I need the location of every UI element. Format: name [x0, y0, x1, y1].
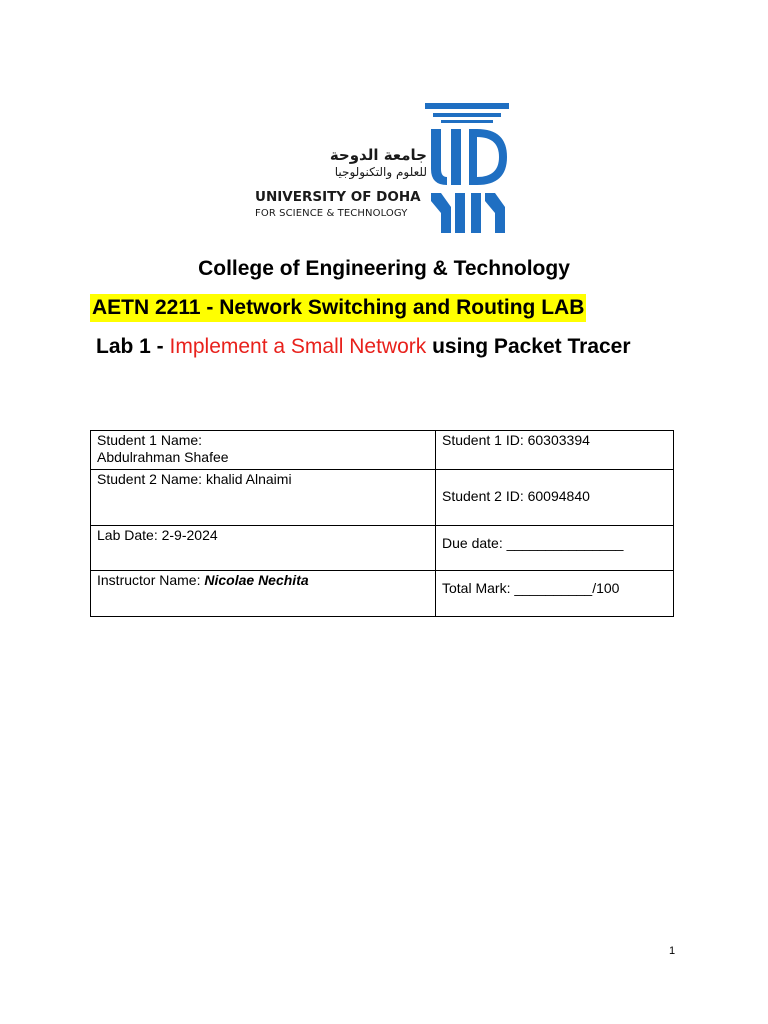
- student1-name-cell: [91, 431, 436, 470]
- instructor-label: Instructor Name:: [97, 572, 205, 588]
- lab-title-highlight: Implement a Small Network: [169, 335, 427, 358]
- lab-date-text: Lab Date: 2-9-2024: [97, 527, 218, 543]
- student2-id-cell: [436, 470, 674, 526]
- student2-id-text: Student 2 ID: 60094840: [442, 488, 590, 504]
- student1-id-cell: [436, 431, 674, 470]
- total-mark-cell: [436, 571, 674, 617]
- udst-emblem-icon: [425, 103, 511, 233]
- instructor-name: Nicolae Nechita: [204, 572, 309, 588]
- logo-arabic-subtitle: للعلوم والتكنولوجيا: [334, 165, 427, 179]
- college-title: College of Engineering & Technology: [198, 257, 570, 280]
- lab-title-prefix: Lab 1 -: [96, 335, 170, 358]
- student2-name-text: Student 2 Name: khalid Alnaimi: [97, 471, 292, 487]
- student-info-table: [90, 430, 674, 617]
- table-row: [91, 571, 674, 617]
- instructor-cell: [91, 571, 436, 617]
- total-mark-text: Total Mark: __________/100: [442, 580, 620, 596]
- lab-title-suffix: using Packet Tracer: [426, 335, 631, 358]
- lab-date-cell: [91, 526, 436, 571]
- logo-arabic-name: جامعة الدوحة: [329, 146, 427, 164]
- student1-name-value: Abdulrahman Shafee: [97, 449, 229, 465]
- table-row: [91, 526, 674, 571]
- student1-name-label: Student 1 Name:: [97, 432, 203, 448]
- lab-title: [96, 333, 631, 361]
- logo-text-block: [255, 146, 427, 221]
- course-title: AETN 2211 - Network Switching and Routing LAB: [90, 294, 586, 322]
- student2-name-cell: [91, 470, 436, 526]
- page-number: 1: [669, 945, 676, 957]
- university-logo: [255, 100, 515, 235]
- student1-id-text: Student 1 ID: 60303394: [442, 432, 590, 448]
- logo-university-name: UNIVERSITY OF DOHA: [255, 189, 421, 205]
- due-date-cell: [436, 526, 674, 571]
- due-date-text: Due date: _______________: [442, 535, 624, 551]
- table-row: [91, 470, 674, 526]
- table-row: [91, 431, 674, 470]
- logo-university-subtitle: FOR SCIENCE & TECHNOLOGY: [255, 208, 408, 219]
